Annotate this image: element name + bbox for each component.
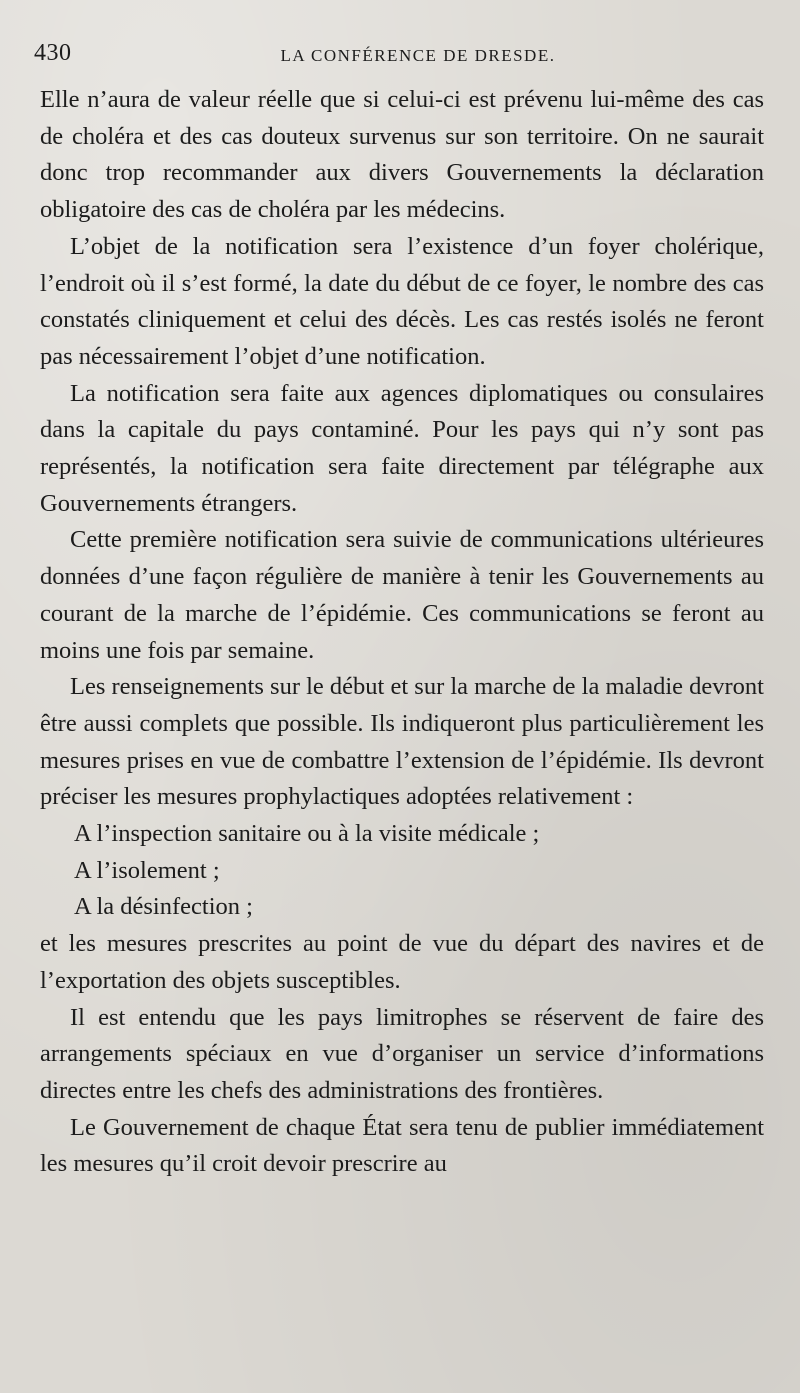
paragraph-3: La notification sera faite aux agences diplomatiques ou consulaires dans la capitale du pays contaminé. Pour les pays qui n’y sont pas représentés, la notification sera faite directement par télégraphe aux Gouvernements étrangers. bbox=[40, 379, 764, 517]
body-text bbox=[40, 82, 764, 1183]
list-item-desinfection: A la désinfection ; bbox=[74, 893, 253, 921]
paragraph-6: Il est entendu que les pays limitrophes se réservent de faire des arrangements spéciaux en vue d’organiser un service d’informations directes entre les chefs des administrations des frontières. bbox=[40, 1003, 764, 1104]
paragraph-1: Elle n’aura de valeur réelle que si celui-ci est prévenu lui-même des cas de choléra et des cas douteux survenus sur son territoire. On ne saurait donc trop recommander aux divers Gouvernements la déclaration obligatoire des cas de choléra par les médecins. bbox=[40, 86, 764, 224]
paragraph-2: L’objet de la notification sera l’existence d’un foyer cholérique, l’endroit où il s’est formé, la date du début de ce foyer, le nombre des cas constatés cliniquement et celui des décès. Les cas restés isolés ne feront pas nécessairement l’objet d’une notification. bbox=[40, 232, 764, 370]
list-item-isolement: A l’isolement ; bbox=[74, 856, 220, 884]
paragraph-5: Les renseignements sur le début et sur la marche de la maladie devront être aussi complets que possible. Ils indiqueront plus particulièrement les mesures prises en vue de combattre l’extension de l’épidémie. Ils devront préciser les mesures prophylactiques adoptées relativement : bbox=[40, 673, 764, 811]
paragraph-continuation: et les mesures prescrites au point de vue du départ des navires et de l’exportation des objets susceptibles. bbox=[40, 930, 764, 994]
paragraph-4: Cette première notification sera suivie de communications ultérieures données d’une façon régulière de manière à tenir les Gouvernements au courant de la marche de l’épidémie. Ces communications se feront au moins une fois par semaine. bbox=[40, 526, 764, 664]
running-title: LA CONFÉRENCE DE DRESDE. bbox=[280, 46, 556, 65]
page-header bbox=[34, 40, 766, 74]
paragraph-7: Le Gouvernement de chaque État sera tenu de publier immédiatement les mesures qu’il croit devoir prescrire au bbox=[40, 1113, 764, 1178]
page-number: 430 bbox=[34, 40, 72, 66]
list-item-inspection: A l’inspection sanitaire ou à la visite médicale ; bbox=[74, 820, 540, 848]
